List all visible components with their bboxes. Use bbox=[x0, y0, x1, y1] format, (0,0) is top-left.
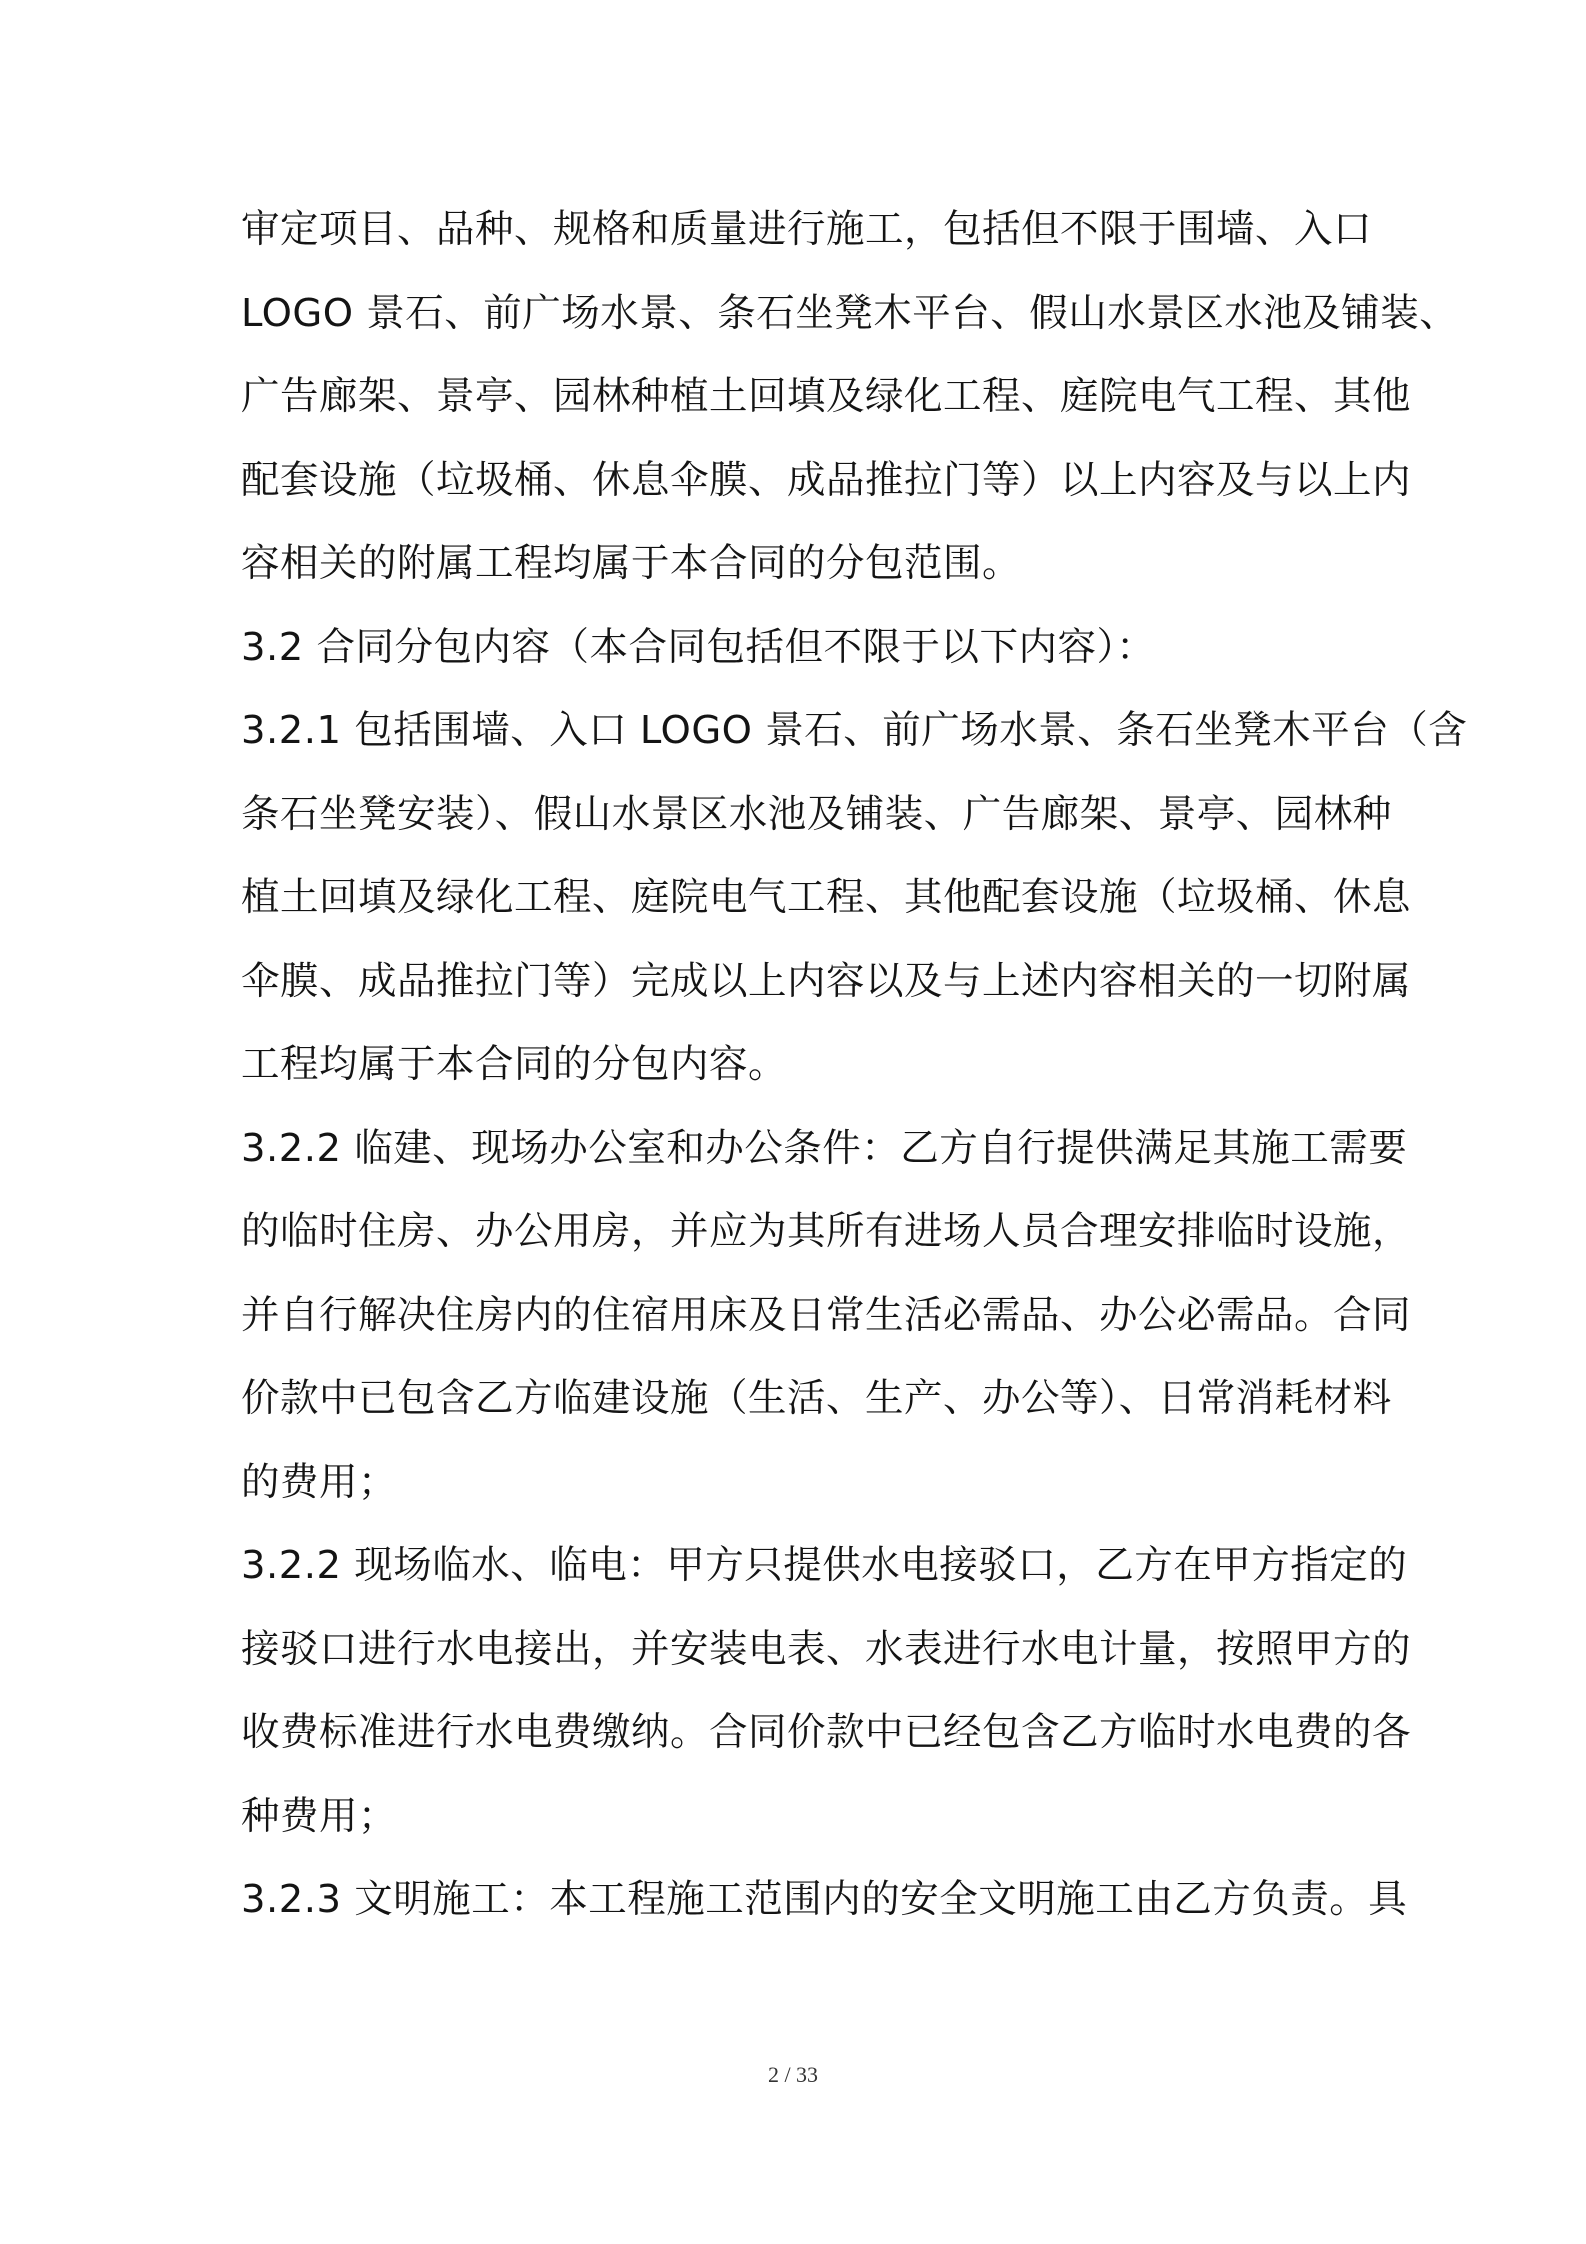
body-text-line: 审定项目、品种、规格和质量进行施工，包括但不限于围墙、入口 bbox=[241, 207, 1373, 252]
body-text-line: LOGO 景石、前广场水景、条石坐凳木平台、假山水景区水池及铺装、 bbox=[241, 291, 1459, 336]
body-text-line: 条石坐凳安装）、假山水景区水池及铺装、广告廊架、景亭、园林种 bbox=[241, 792, 1392, 837]
body-text-line: 配套设施（垃圾桶、休息伞膜、成品推拉门等）以上内容及与以上内 bbox=[241, 458, 1412, 503]
body-text-line: 容相关的附属工程均属于本合同的分包范围。 bbox=[241, 541, 1022, 586]
body-text-line: 接驳口进行水电接出，并安装电表、水表进行水电计量，按照甲方的 bbox=[241, 1627, 1412, 1672]
body-text-line: 的费用； bbox=[241, 1460, 398, 1505]
body-text-line: 3.2.2 临建、现场办公室和办公条件：乙方自行提供满足其施工需要 bbox=[241, 1126, 1408, 1171]
body-text-line: 工程均属于本合同的分包内容。 bbox=[241, 1042, 788, 1087]
body-text-line: 并自行解决住房内的住宿用床及日常生活必需品、办公必需品。合同 bbox=[241, 1293, 1412, 1338]
page-number: 2 / 33 bbox=[767, 2062, 819, 2087]
body-text-line: 的临时住房、办公用房，并应为其所有进场人员合理安排临时设施， bbox=[241, 1209, 1412, 1254]
body-text-line: 收费标准进行水电费缴纳。合同价款中已经包含乙方临时水电费的各 bbox=[241, 1710, 1412, 1755]
body-text-line: 3.2.1 包括围墙、入口 LOGO 景石、前广场水景、条石坐凳木平台（含 bbox=[241, 708, 1468, 753]
body-text-line: 伞膜、成品推拉门等）完成以上内容以及与上述内容相关的一切附属 bbox=[241, 959, 1412, 1004]
body-text-line: 3.2.3 文明施工：本工程施工范围内的安全文明施工由乙方负责。具 bbox=[241, 1877, 1408, 1922]
body-text-line: 价款中已包含乙方临建设施（生活、生产、办公等）、日常消耗材料 bbox=[241, 1376, 1392, 1421]
body-text-line: 3.2.2 现场临水、临电：甲方只提供水电接驳口，乙方在甲方指定的 bbox=[241, 1543, 1408, 1588]
section-heading: 3.2 合同分包内容（本合同包括但不限于以下内容）： bbox=[241, 625, 1156, 670]
body-text-line: 种费用； bbox=[241, 1794, 398, 1839]
body-text-line: 植土回填及绿化工程、庭院电气工程、其他配套设施（垃圾桶、休息 bbox=[241, 875, 1412, 920]
body-text-line: 广告廊架、景亭、园林种植土回填及绿化工程、庭院电气工程、其他 bbox=[241, 374, 1412, 419]
